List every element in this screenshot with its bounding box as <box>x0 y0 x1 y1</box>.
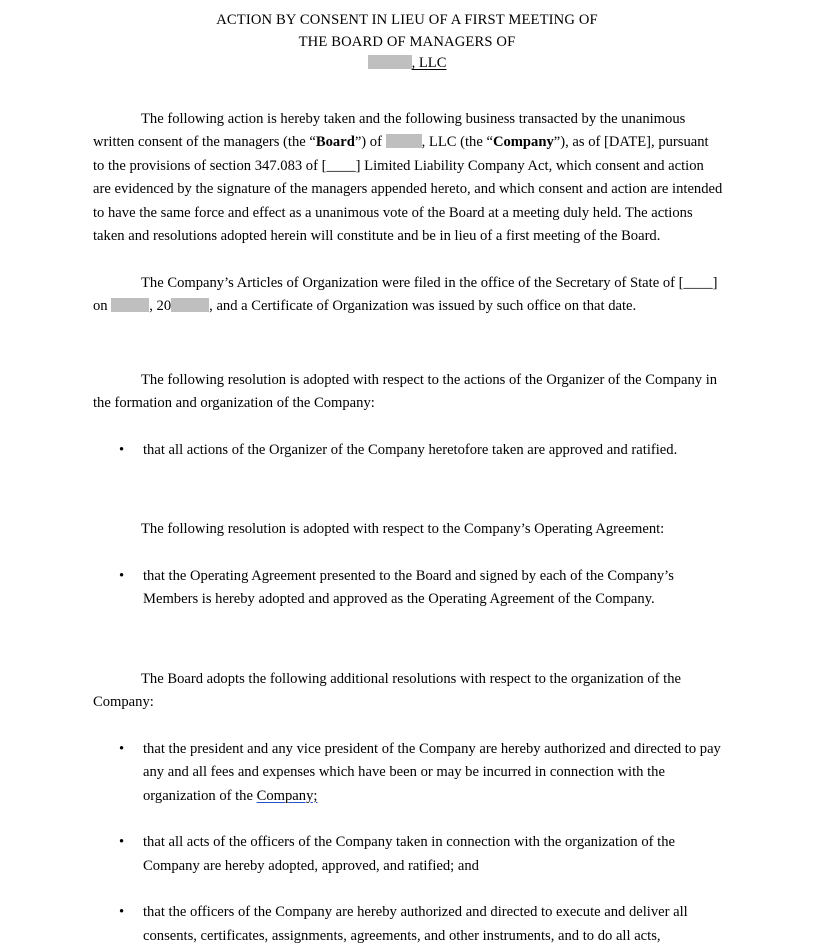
list-item-text: that all actions of the Organizer of the Company heretofore taken are approved and ratified. <box>143 442 677 458</box>
filing-day-redaction <box>111 298 149 312</box>
title-line-1: ACTION BY CONSENT IN LIEU OF A FIRST MEETING OF <box>0 10 814 32</box>
p1-segment-1: The following action is hereby taken and the following business transacted by the unanimous written consent of the managers (the “ <box>93 111 685 151</box>
spacer-p5-bullets <box>93 715 723 738</box>
list-item <box>93 439 723 463</box>
bullet-list-organizer <box>93 439 723 463</box>
p2-segment-1: The Company’s Articles of Organization were filed in the office of the Secretary of State of [____] on <box>93 275 718 315</box>
title-line-3 <box>0 53 814 75</box>
list-item-text: that all acts of the officers of the Company taken in connection with the organization of the Company are hereby adopted, approved, and ratified; and <box>143 834 675 874</box>
list-item-text: that the Operating Agreement presented to the Board and signed by each of the Company’s Members is hereby adopted and approved as the Operating Agreement of the Company. <box>143 568 674 608</box>
filing-year-redaction <box>171 298 209 312</box>
p3-text: The following resolution is adopted with respect to the actions of the Organizer of the Company in the formation and organization of the Company: <box>93 372 717 412</box>
spacer-bullets-p4 <box>93 462 723 518</box>
spacer-after-title <box>0 75 814 108</box>
bullet-icon: • <box>119 439 124 463</box>
list-item <box>93 565 723 612</box>
p2-segment-3: , and a Certificate of Organization was issued by such office on that date. <box>209 298 636 314</box>
p5-text: The Board adopts the following additional resolutions with respect to the organization of the Company: <box>93 671 681 711</box>
bullet-icon: • <box>119 565 124 589</box>
list-item-text: that the officers of the Company are hereby authorized and directed to execute and deliver all consents, certificates, assignments, agreements, and other instruments, and to do all acts, <box>143 904 688 944</box>
paragraph-articles-of-organization <box>93 272 723 319</box>
title-llc-suffix: , LLC <box>412 55 447 71</box>
company-name-redaction-title <box>368 55 412 69</box>
paragraph-organizer-resolution-lead <box>93 369 723 416</box>
p1-segment-2: ”) of <box>355 134 386 150</box>
bullet-icon: • <box>119 831 124 855</box>
bullet-icon: • <box>119 901 124 925</box>
bullet-icon: • <box>119 738 124 762</box>
bullet-list-additional-resolutions <box>93 738 723 948</box>
spacer-p2-p3 <box>93 319 723 369</box>
company-name-redaction-inline <box>386 134 422 148</box>
paragraph-consent-recital <box>93 108 723 249</box>
list-item <box>93 901 723 948</box>
spacer-p1-p2 <box>93 249 723 272</box>
spacer-p4-bullets <box>93 542 723 565</box>
p1-segment-4: ”), as of [DATE], pursuant to the provisions of section 347.083 of [____] Limited Liability Company Act, which consent and action are evidenced by the signature of the managers appended hereto, and which consent and action are intended to have the same force and effect as a unanimous vote of the Board at a meeting duly held. The actions taken and resolutions adopted herein will constitute and be in lieu of a first meeting of the Board. <box>93 134 722 244</box>
bullet-list-operating-agreement <box>93 565 723 612</box>
defined-term-board: Board <box>316 134 355 150</box>
spacer-bullets-p5 <box>93 612 723 668</box>
list-item <box>93 738 723 809</box>
p2-segment-2: , 20 <box>149 298 171 314</box>
spacer-p3-bullets <box>93 416 723 439</box>
company-name-blank-wrapper <box>368 55 447 71</box>
document-body <box>93 108 723 948</box>
list-item-text: that the president and any vice president of the Company are hereby authorized and directed to pay any and all fees and expenses which have been or may be incurred in connection with the organization of the <box>143 741 721 804</box>
defined-term-company: Company <box>493 134 554 150</box>
p1-segment-3: , LLC (the “ <box>422 134 493 150</box>
company-link[interactable]: Company; <box>257 788 318 804</box>
paragraph-additional-resolutions-lead <box>93 668 723 715</box>
title-line-2: THE BOARD OF MANAGERS OF <box>0 32 814 54</box>
p4-text: The following resolution is adopted with respect to the Company’s Operating Agreement: <box>141 521 664 537</box>
document-title-block <box>0 0 814 75</box>
paragraph-operating-agreement-lead <box>93 518 723 542</box>
list-item <box>93 831 723 878</box>
